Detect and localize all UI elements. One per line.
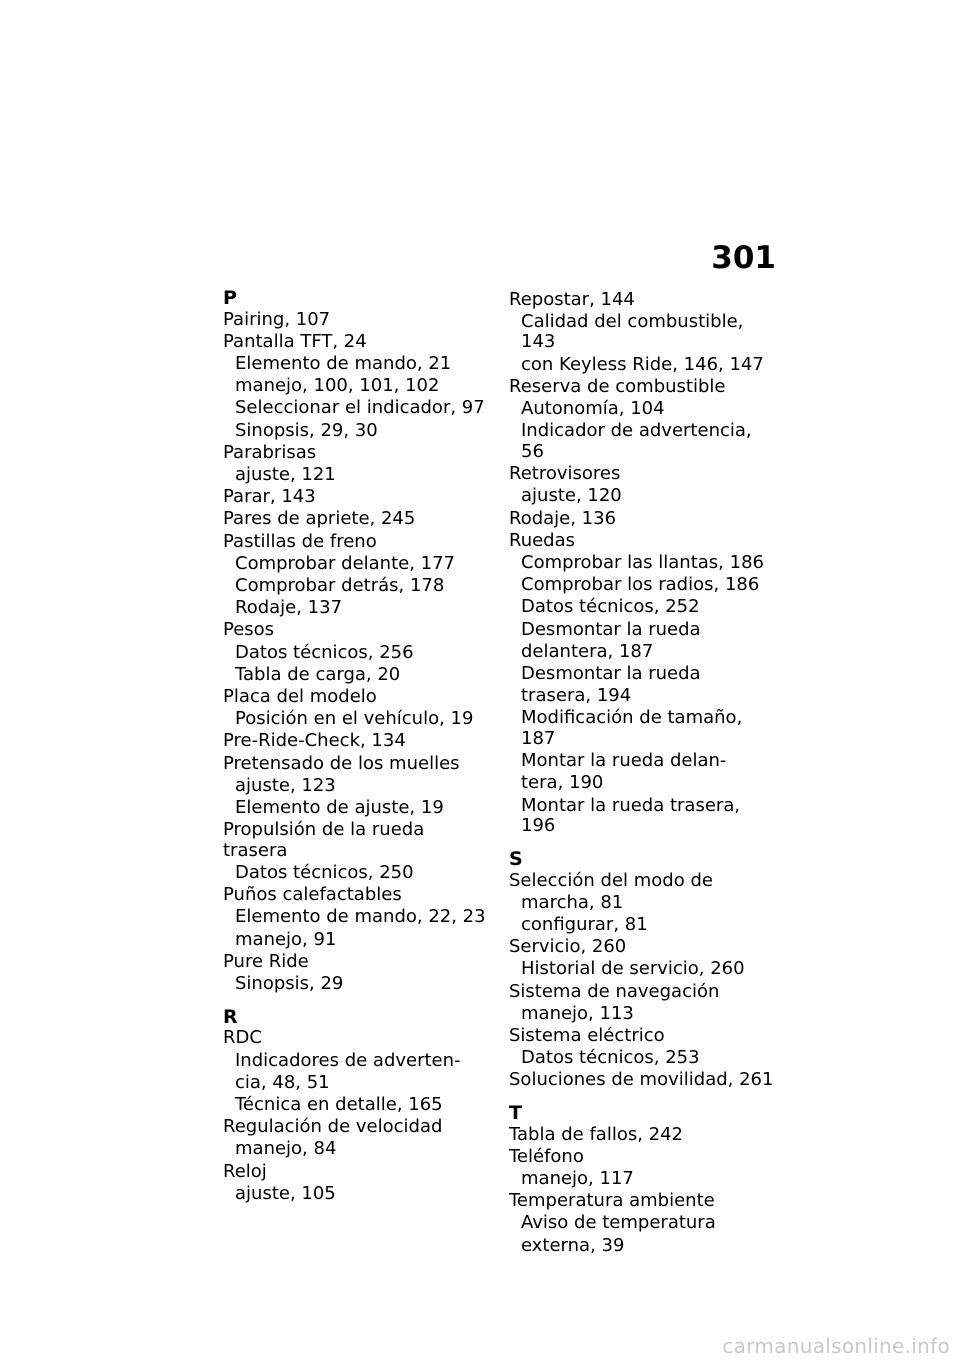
index-entry-text: Posición en el vehículo, 19 <box>235 708 474 730</box>
page-number: 301 <box>711 240 776 276</box>
index-subentry <box>223 665 493 686</box>
index-entry-text: Datos técnicos, 252 <box>521 596 700 618</box>
index-entry-text: Teléfono <box>509 1145 584 1167</box>
index-subentry <box>509 575 779 596</box>
index-entry-text: marcha, 81 <box>521 891 624 913</box>
index-entry-text: manejo, 113 <box>521 1002 634 1024</box>
index-entry-text: Datos técnicos, 256 <box>235 641 414 663</box>
index-entry <box>223 820 493 861</box>
index-subentry <box>223 376 493 397</box>
index-entry-text: manejo, 100, 101, 102 <box>235 375 440 397</box>
index-subentry <box>509 708 779 749</box>
index-subentry <box>509 1213 779 1234</box>
index-entry-text: Sistema de navegación <box>509 980 720 1002</box>
index-subentry <box>223 1051 493 1072</box>
index-entry-text: Tabla de fallos, 242 <box>509 1123 684 1145</box>
index-entry-text: configurar, 81 <box>521 913 648 935</box>
index-entry-text: ajuste, 121 <box>235 463 336 485</box>
index-entry-text: Pantalla TFT, 24 <box>223 330 367 352</box>
index-subentry <box>223 1095 493 1116</box>
index-entry <box>223 310 493 331</box>
index-entry-text: Rodaje, 137 <box>235 597 343 619</box>
index-subentry <box>509 796 779 837</box>
index-entry-text: Regulación de velocidad <box>223 1116 443 1138</box>
index-subentry <box>509 1048 779 1069</box>
index-entry <box>223 443 493 464</box>
index-entry-text: T <box>509 1102 522 1125</box>
index-subentry <box>223 354 493 375</box>
index-entry-text: Soluciones de movilidad, 261 <box>509 1069 774 1091</box>
index-entry <box>223 885 493 906</box>
index-entry-text: manejo, 84 <box>235 1138 337 1160</box>
index-entry-text: Elemento de ajuste, 19 <box>235 796 444 818</box>
index-entry <box>223 620 493 641</box>
index-entry <box>223 1162 493 1183</box>
index-subentry <box>223 798 493 819</box>
index-entry-text: Elemento de mando, 22, 23 <box>235 906 486 928</box>
index-entry-text: Puños calefactables <box>223 884 402 906</box>
index-subentry <box>509 553 779 574</box>
index-entry <box>509 871 779 892</box>
index-entry-text: Temperatura ambiente <box>509 1190 715 1212</box>
index-entry-text: trasera, 194 <box>521 685 632 707</box>
index-subentry <box>509 642 779 663</box>
index-entry <box>223 509 493 530</box>
index-entry-text: Propulsión de la rueda trasera <box>223 819 425 861</box>
index-entry <box>509 464 779 485</box>
index-entry <box>223 754 493 775</box>
index-entry-text: Indicadores de adverten- <box>235 1049 461 1071</box>
index-entry-text: Pairing, 107 <box>223 308 331 330</box>
index-entry-text: Ruedas <box>509 529 576 551</box>
index-section-letter <box>223 1007 493 1027</box>
index-entry <box>509 509 779 530</box>
index-entry-text: Reloj <box>223 1160 267 1182</box>
index-entry-text: Comprobar las llantas, 186 <box>521 551 764 573</box>
index-entry-text: cia, 48, 51 <box>235 1071 330 1093</box>
index-subentry <box>509 1169 779 1190</box>
index-entry <box>509 377 779 398</box>
index-entry-text: R <box>223 1005 238 1028</box>
index-entry <box>509 982 779 1003</box>
index-entry <box>223 952 493 973</box>
index-entry-text: Elemento de mando, 21 <box>235 352 452 374</box>
index-entry <box>223 1028 493 1049</box>
index-entry-text: Comprobar detrás, 178 <box>235 574 445 596</box>
index-subentry <box>223 643 493 664</box>
index-entry-text: Desmontar la rueda <box>521 618 701 640</box>
index-subentry <box>509 751 779 772</box>
index-subentry <box>223 930 493 951</box>
index-entry <box>509 1070 779 1091</box>
index-subentry <box>509 773 779 794</box>
index-entry-text: Historial de servicio, 260 <box>521 958 745 980</box>
index-entry-text: Datos técnicos, 253 <box>521 1047 700 1069</box>
index-entry-text: Técnica en detalle, 165 <box>235 1093 443 1115</box>
index-entry-text: Pares de apriete, 245 <box>223 508 416 530</box>
index-entry-text: Pre-Ride-Check, 134 <box>223 730 406 752</box>
index-entry-text: con Keyless Ride, 146, 147 <box>521 353 764 375</box>
index-entry-text: Montar la rueda trasera, 196 <box>521 794 741 837</box>
index-entry <box>509 1026 779 1047</box>
index-entry <box>509 1191 779 1212</box>
index-entry-text: externa, 39 <box>521 1234 625 1256</box>
index-section-letter <box>223 288 493 308</box>
index-subentry <box>509 915 779 936</box>
index-entry-text: Montar la rueda delan- <box>521 750 727 772</box>
index-entry-text: Retrovisores <box>509 463 621 485</box>
index-entry-text: Tabla de carga, 20 <box>235 663 401 685</box>
index-entry <box>509 531 779 552</box>
index-entry-text: Sistema eléctrico <box>509 1025 665 1046</box>
index-subentry <box>509 421 779 462</box>
index-entry-text: Comprobar los radios, 186 <box>521 574 760 596</box>
index-subentry <box>509 312 779 353</box>
index-entry-text: Datos técnicos, 250 <box>235 862 414 884</box>
index-entry-text: Parar, 143 <box>223 486 316 508</box>
index-entry-text: Desmontar la rueda <box>521 662 701 684</box>
index-subentry <box>509 1236 779 1257</box>
index-entry-text: manejo, 91 <box>235 928 337 950</box>
index-section-letter <box>509 849 779 869</box>
index-entry-text: delantera, 187 <box>521 640 654 662</box>
index-column-right <box>509 288 779 1256</box>
index-entry-text: Aviso de temperatura <box>521 1212 716 1234</box>
index-subentry <box>223 863 493 884</box>
index-subentry <box>509 620 779 641</box>
index-entry-text: Calidad del combustible, 143 <box>521 310 744 353</box>
index-entry-text: ajuste, 123 <box>235 774 336 796</box>
watermark: carmanualsonline.info <box>722 1334 950 1358</box>
index-subentry <box>223 1073 493 1094</box>
index-entry-text: Pure Ride <box>223 950 309 972</box>
index-entry <box>509 1147 779 1168</box>
index-entry-text: Rodaje, 136 <box>509 507 617 529</box>
index-entry-text: ajuste, 120 <box>521 485 622 507</box>
index-subentry <box>223 598 493 619</box>
index-subentry <box>509 893 779 914</box>
index-entry <box>509 1125 779 1146</box>
index-entry-text: Pretensado de los muelles <box>223 752 460 774</box>
index-entry-text: Pesos <box>223 619 275 641</box>
index-entry-text: Servicio, 260 <box>509 936 627 958</box>
index-entry <box>223 332 493 353</box>
index-entry <box>223 731 493 752</box>
index-subentry <box>509 399 779 420</box>
index-entry-text: P <box>223 287 237 309</box>
index-subentry <box>223 709 493 730</box>
index-entry <box>223 1117 493 1138</box>
index-entry-text: Autonomía, 104 <box>521 398 665 420</box>
index-entry-text: ajuste, 105 <box>235 1182 336 1204</box>
index-entry-text: Sinopsis, 29, 30 <box>235 419 378 441</box>
index-entry-text: Reserva de combustible <box>509 375 726 397</box>
index-subentry <box>509 664 779 685</box>
index-entry-text: Sinopsis, 29 <box>235 973 344 995</box>
index-subentry <box>223 421 493 442</box>
index-entry <box>509 290 779 311</box>
index-subentry <box>223 1184 493 1205</box>
index-entry-text: Repostar, 144 <box>509 288 635 310</box>
index-subentry <box>223 465 493 486</box>
index-subentry <box>509 486 779 507</box>
index-entry-text: Placa del modelo <box>223 685 377 707</box>
index-entry-text: S <box>509 848 523 871</box>
index-entry-text: Selección del modo de <box>509 869 713 891</box>
index-entry <box>509 937 779 958</box>
index-entry-text: Pastillas de freno <box>223 530 377 552</box>
index-subentry <box>509 597 779 618</box>
index-subentry <box>509 1004 779 1025</box>
index-subentry <box>223 974 493 995</box>
index-column-left <box>223 288 493 1204</box>
index-subentry <box>223 554 493 575</box>
index-entry-text: Seleccionar el indicador, 97 <box>235 397 485 419</box>
index-entry-text: Parabrisas <box>223 441 317 463</box>
index-subentry <box>223 576 493 597</box>
index-entry-text: RDC <box>223 1027 262 1049</box>
index-subentry <box>223 776 493 797</box>
index-entry-text: Indicador de advertencia, 56 <box>521 420 752 462</box>
index-subentry <box>223 907 493 928</box>
index-entry-text: Modificación de tamaño, 187 <box>521 707 743 750</box>
index-entry-text: manejo, 117 <box>521 1168 634 1190</box>
index-subentry <box>223 398 493 419</box>
index-entry-text: Comprobar delante, 177 <box>235 552 456 574</box>
index-subentry <box>223 1139 493 1160</box>
index-entry <box>223 487 493 508</box>
index-subentry <box>509 959 779 980</box>
index-entry <box>223 532 493 553</box>
index-section-letter <box>509 1103 779 1123</box>
index-subentry <box>509 355 779 376</box>
index-subentry <box>509 686 779 707</box>
index-entry <box>223 687 493 708</box>
index-entry-text: tera, 190 <box>521 772 604 794</box>
